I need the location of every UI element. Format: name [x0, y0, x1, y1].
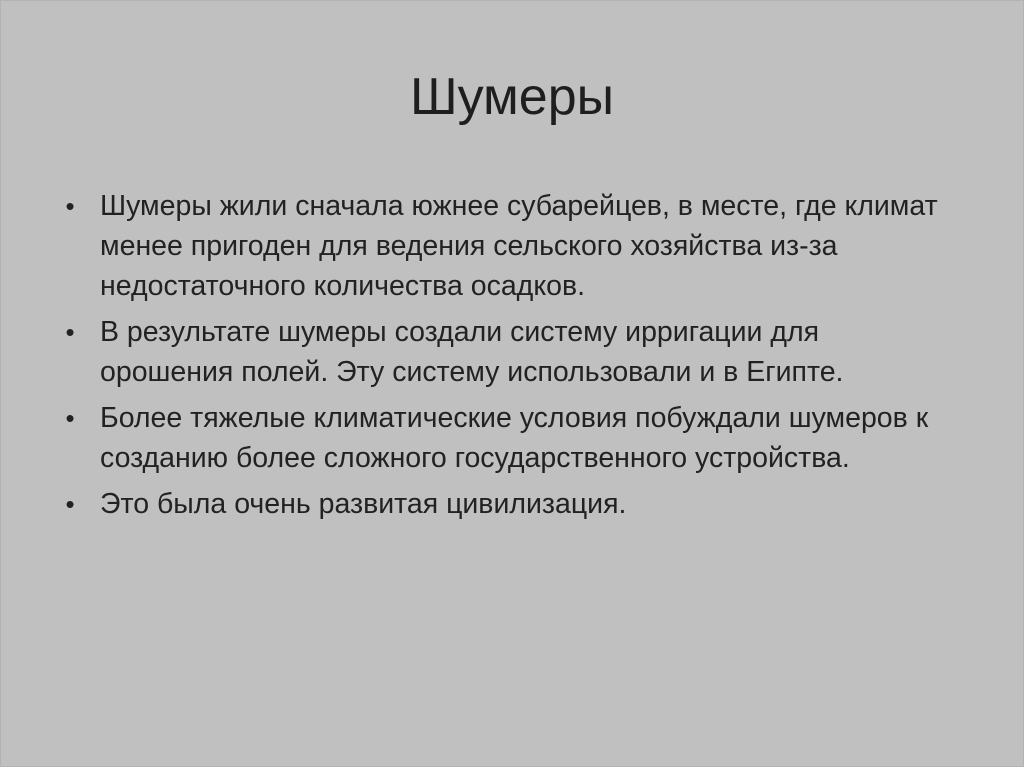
bullet-item [60, 484, 960, 524]
bullet-text: Шумеры жили сначала южнее субарейцев, в месте, где климат менее пригоден для ведения сельского хозяйства из-за недостаточного количества осадков. [100, 190, 938, 302]
bullet-marker: • [65, 403, 75, 433]
bullet-list [60, 186, 960, 530]
bullet-marker: • [65, 191, 75, 221]
bullet-item [60, 312, 960, 392]
bullet-text: Это была очень развитая цивилизация. [100, 488, 627, 520]
bullet-marker: • [65, 489, 75, 519]
bullet-item [60, 186, 960, 306]
bullet-item [60, 398, 960, 478]
bullet-text: В результате шумеры создали систему ирригации для орошения полей. Эту систему использовали и в Египте. [100, 316, 844, 388]
bullet-marker: • [65, 317, 75, 347]
slide-title: Шумеры [409, 68, 615, 126]
bullet-text: Более тяжелые климатические условия побуждали шумеров к созданию более сложного государственного устройства. [100, 402, 929, 474]
